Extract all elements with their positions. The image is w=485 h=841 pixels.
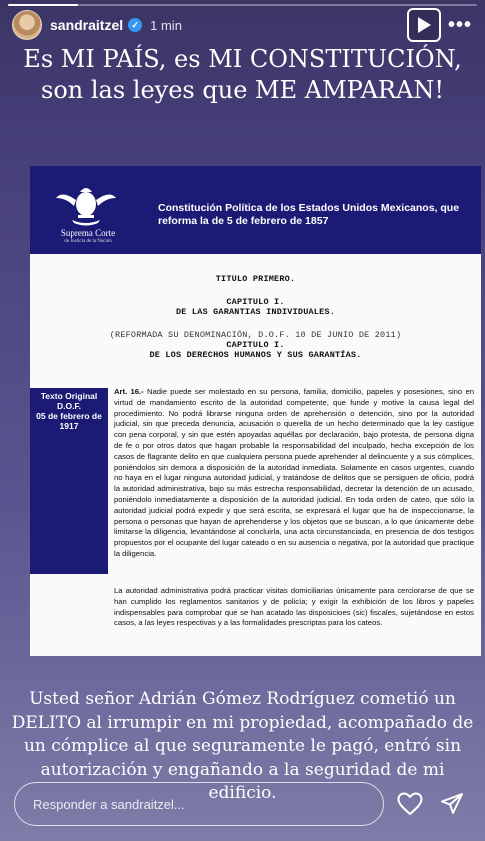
story-header xyxy=(12,10,475,40)
reply-input[interactable] xyxy=(14,782,384,826)
like-button[interactable] xyxy=(396,790,424,818)
document-header xyxy=(30,166,481,254)
username[interactable]: sandraitzel xyxy=(50,17,124,33)
garantias-heading: DE LAS GARANTIAS INDIVIDUALES. xyxy=(175,307,336,317)
play-button[interactable] xyxy=(407,8,441,42)
story-progress-bar xyxy=(8,4,477,6)
more-options-button[interactable] xyxy=(445,10,475,40)
capitulo-heading-2: CAPITULO I. xyxy=(226,340,285,350)
play-icon xyxy=(416,16,432,34)
article-body: Nadie puede ser molestado en su persona, familia, domicilio, papeles y posesiones, sino en virtud de mandamiento escrito de la autoridad competente, que funde y motive la causa legal del procedimiento. No podrá librarse ninguna orden de aprehensión o detención, sino por la autoridad judicial, sin que preceda denuncia, acusación o querella de un hecho determinado que la ley castigue con pena corporal, y sin que estén apoyadas aquéllas por declaración, bajo protesta, de persona digna de fe o por otros datos que hagan probable la responsabilidad del inculpado, hecha excepción de los casos de flagrante delito en que cualquiera persona puede aprehender al delincuente y a sus cómplices, poniéndolos sin demora a disposición de la autoridad inmediata. Solamente en casos urgentes, cuando no haya en el lugar ninguna autoridad judicial, y tratándose de delitos que se persiguen de oficio, podrá la autoridad administrativa, bajo su más estrecha responsabilidad, decretar la detención de un acusado, poniéndolo inmediatamente a disposición de la autoridad judicial. En toda orden de cateo, que sólo la autoridad judicial podrá expedir y que será escrita, se expresará el lugar que ha de inspeccionarse, la persona o personas que hayan de aprehenderse y los objetos que se buscan, a lo que únicamente debe limitarse la diligencia, levantándose al concluirla, una acta circunstanciada, en presencia de dos testigos propuestos por el ocupante del lugar cateado o en su ausencia o negativa, por la autoridad que practique la diligencia. xyxy=(114,387,474,558)
court-name: Suprema Corte xyxy=(60,228,116,238)
avatar[interactable] xyxy=(12,10,42,40)
story-progress-fill xyxy=(8,4,78,6)
sidebox-line: 05 de febrero de xyxy=(36,411,102,421)
sidebox-line: D.O.F. xyxy=(56,401,82,411)
constitution-document-image xyxy=(30,166,481,656)
reformada-note: (REFORMADA SU DENOMINACIÓN, D.O.F. 10 DE JUNIO DE 2011) xyxy=(109,330,402,340)
top-caption: Es MI PAÍS, es MI CONSTITUCIÓN, son las leyes que ME AMPARAN! xyxy=(23,45,462,104)
send-button[interactable] xyxy=(438,790,466,818)
texto-original-box xyxy=(30,388,108,574)
derechos-heading: DE LOS DERECHOS HUMANOS Y SUS GARANTÍAS. xyxy=(149,350,362,360)
titulo-heading: TITULO PRIMERO. xyxy=(215,274,296,284)
article-16-paragraph-2: La autoridad administrativa podrá practicar visitas domiciliarias únicamente para cerciorarse de que se han cumplido los reglamentos sanitarios y de policía; y exigir la exhibición de los libros y papeles indispensables para comprobar que se han acatado las disposicioes (sic) fiscales, sujetándose en estos casos, a las leyes respectivas y a las formalidades prescriptas para los cateos. xyxy=(114,586,474,628)
heart-icon xyxy=(397,792,423,816)
bottom-caption: Usted señor Adrián Gómez Rodríguez cometió un DELITO al irrumpir en mi propiedad, acompañado de un cómplice al que seguramente le pagó, entró sin autorización y engañando a la seguridad de mi edificio. xyxy=(11,689,474,803)
court-subtitle: de Justicia de la Nación xyxy=(64,239,112,244)
article-16-text xyxy=(114,387,474,560)
more-icon: ••• xyxy=(447,13,472,36)
send-icon xyxy=(440,792,464,816)
sidebox-line: Texto Original xyxy=(40,391,98,401)
time-ago: 1 min xyxy=(150,17,182,33)
sidebox-line: 1917 xyxy=(59,421,79,431)
article-label: Art. 16.- xyxy=(114,387,144,396)
document-title: Constitución Política de los Estados Unidos Mexicanos, que reforma la de 5 de febrero de 1857 xyxy=(158,202,460,227)
capitulo-heading: CAPITULO I. xyxy=(226,297,285,307)
verified-badge-icon: ✓ xyxy=(128,18,142,32)
